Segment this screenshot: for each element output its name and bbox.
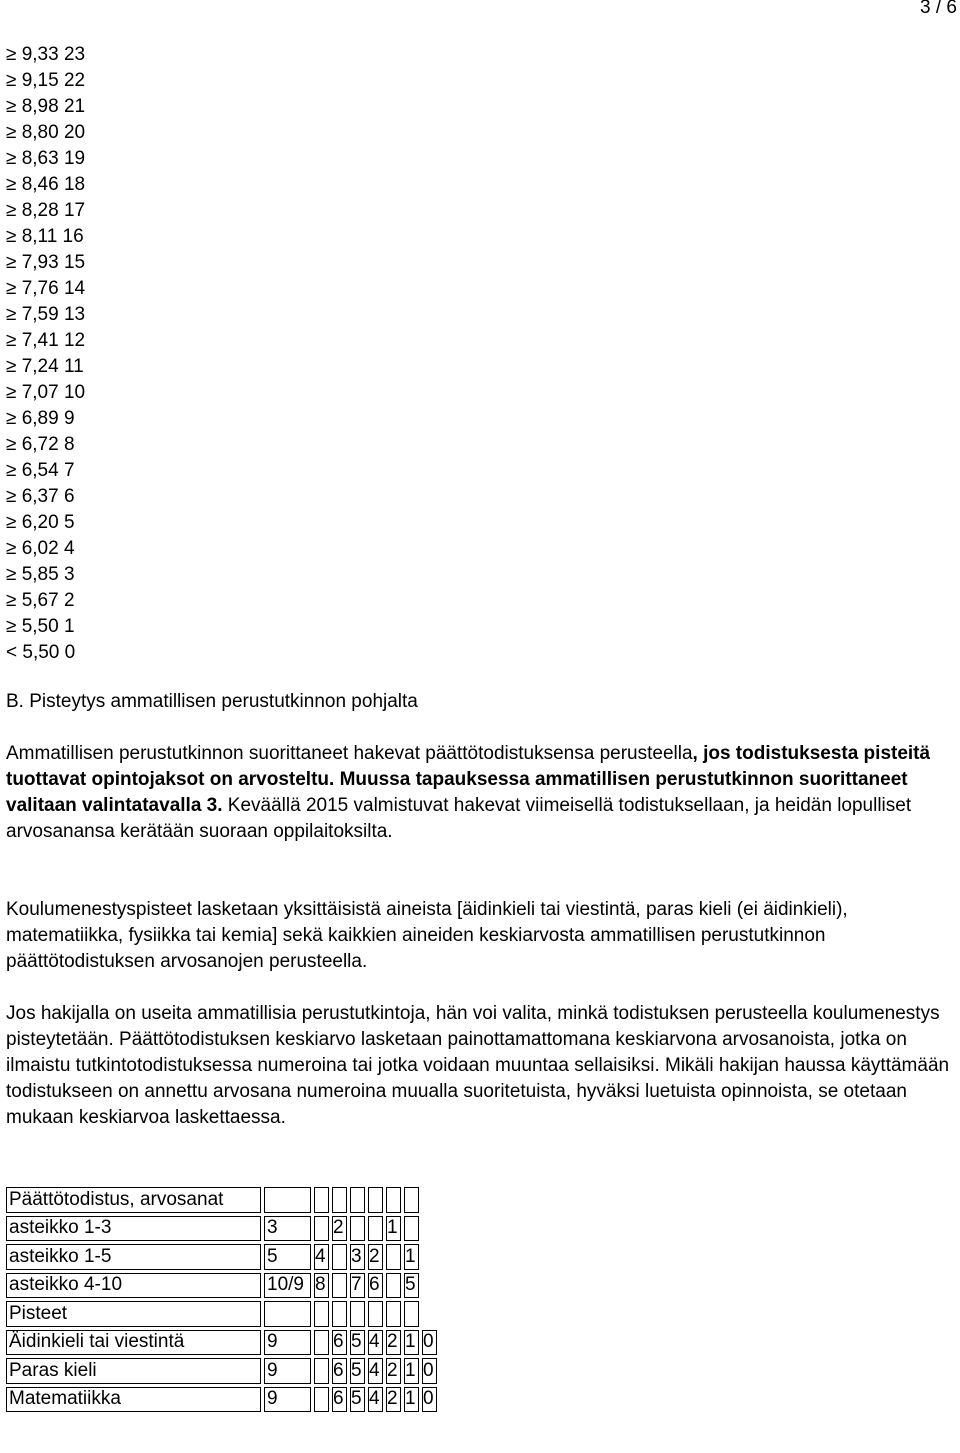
table-cell: 2 — [386, 1387, 401, 1413]
row-label: asteikko 1-5 — [6, 1244, 261, 1270]
threshold-list — [6, 42, 85, 666]
table-cell — [386, 1273, 401, 1299]
table-cell — [314, 1301, 329, 1327]
table-cell: 1 — [404, 1330, 419, 1356]
table-cell: 0 — [422, 1358, 437, 1384]
table-cell: 8 — [314, 1273, 329, 1299]
page-number: 3 / 6 — [920, 0, 957, 18]
table-cell: 10/9 — [264, 1273, 311, 1299]
paragraph-multiple-degrees: Jos hakijalla on useita ammatillisia perustutkintoja, hän voi valita, minkä todistuksen perusteella koulumenestys pisteytetään. Päättötodistuksen keskiarvo lasketaan painottamattomana keskiarvona arvosanoista, jotka on ilmaistu tutkintotodistuksessa numeroina tai jotka voidaan muuntaa sellaisiksi. Mikäli hakijan haussa käyttämään todistukseen on annettu arvosana numeroina muualla suoritetuista, hyväksi luetuista opinnoista, se otetaan mukaan keskiarvoa laskettaessa. — [6, 1003, 950, 1128]
threshold-item: ≥ 6,72 8 — [6, 434, 75, 455]
threshold-item: ≥ 5,85 3 — [6, 564, 75, 585]
table-cell: 6 — [368, 1273, 383, 1299]
threshold-item: ≥ 6,20 5 — [6, 512, 75, 533]
table-row — [6, 1187, 437, 1213]
para-text: Keväällä 2015 valmistuvat hakevat viimeisellä todistuksellaan, ja heidän lopulliset arvosanansa kerätään suoraan oppilaitoksilta. — [6, 795, 912, 842]
table-cell: 4 — [368, 1358, 383, 1384]
row-label: Paras kieli — [6, 1358, 261, 1384]
table-cell: 0 — [422, 1330, 437, 1356]
threshold-item: ≥ 8,46 18 — [6, 174, 86, 195]
table-row — [6, 1244, 437, 1270]
table-row — [6, 1387, 437, 1413]
table-cell — [386, 1187, 401, 1213]
table-cell — [386, 1244, 401, 1270]
table-cell: 9 — [264, 1358, 311, 1384]
table-cell — [350, 1301, 365, 1327]
table-row — [6, 1358, 437, 1384]
table-cell: 2 — [386, 1330, 401, 1356]
threshold-item: ≥ 8,28 17 — [6, 200, 86, 221]
threshold-item: ≥ 6,02 4 — [6, 538, 75, 559]
table-cell — [368, 1187, 383, 1213]
table-cell — [332, 1273, 347, 1299]
table-cell — [350, 1216, 365, 1242]
table-cell: 5 — [404, 1273, 419, 1299]
table-cell — [404, 1301, 419, 1327]
table-cell: 9 — [264, 1330, 311, 1356]
table-cell: 1 — [404, 1244, 419, 1270]
table-cell: 6 — [332, 1330, 347, 1356]
table-cell — [332, 1244, 347, 1270]
threshold-item: ≥ 9,33 23 — [6, 44, 86, 65]
section-title: B. Pisteytys ammatillisen perustutkinnon pohjalta — [6, 691, 418, 712]
row-label: asteikko 1-3 — [6, 1216, 261, 1242]
table-cell — [314, 1387, 329, 1413]
paragraph-vocational-basis — [6, 741, 956, 845]
threshold-item: ≥ 8,80 20 — [6, 122, 86, 143]
threshold-item: ≥ 8,98 21 — [6, 96, 86, 117]
table-cell: 6 — [332, 1358, 347, 1384]
threshold-item: < 5,50 0 — [6, 642, 76, 663]
table-cell — [264, 1187, 311, 1213]
row-label: Äidinkieli tai viestintä — [6, 1330, 261, 1356]
table-cell: 2 — [368, 1244, 383, 1270]
table-cell — [314, 1330, 329, 1356]
table-row — [6, 1216, 437, 1242]
threshold-item: ≥ 7,41 12 — [6, 330, 86, 351]
table-cell: 3 — [350, 1244, 365, 1270]
table-cell: 4 — [368, 1330, 383, 1356]
table-cell — [332, 1187, 347, 1213]
table-cell: 5 — [264, 1244, 311, 1270]
threshold-item: ≥ 7,07 10 — [6, 382, 86, 403]
table-cell: 3 — [264, 1216, 311, 1242]
table-row — [6, 1301, 437, 1327]
table-cell — [350, 1187, 365, 1213]
table-cell: 5 — [350, 1358, 365, 1384]
table-cell: 9 — [264, 1387, 311, 1413]
table-row — [6, 1273, 437, 1299]
table-cell — [314, 1216, 329, 1242]
row-label: Päättötodistus, arvosanat — [6, 1187, 261, 1213]
table-cell — [314, 1358, 329, 1384]
row-label: asteikko 4-10 — [6, 1273, 261, 1299]
table-cell — [368, 1301, 383, 1327]
table-cell: 7 — [350, 1273, 365, 1299]
threshold-item: ≥ 7,59 13 — [6, 304, 86, 325]
threshold-item: ≥ 5,67 2 — [6, 590, 75, 611]
threshold-item: ≥ 7,76 14 — [6, 278, 86, 299]
threshold-item: ≥ 9,15 22 — [6, 70, 86, 91]
table-cell — [404, 1187, 419, 1213]
table-cell — [368, 1216, 383, 1242]
table-cell — [332, 1301, 347, 1327]
table-cell: 1 — [404, 1387, 419, 1413]
table-row — [6, 1330, 437, 1356]
table-cell: 2 — [332, 1216, 347, 1242]
table-cell: 4 — [368, 1387, 383, 1413]
table-cell: 2 — [386, 1358, 401, 1384]
threshold-item: ≥ 7,93 15 — [6, 252, 86, 273]
table-cell: 5 — [350, 1330, 365, 1356]
table-cell — [314, 1187, 329, 1213]
threshold-item: ≥ 7,24 11 — [6, 356, 84, 377]
table-cell — [404, 1216, 419, 1242]
row-label: Matematiikka — [6, 1387, 261, 1413]
table-cell: 0 — [422, 1387, 437, 1413]
threshold-item: ≥ 6,37 6 — [6, 486, 75, 507]
table-cell: 5 — [350, 1387, 365, 1413]
para-text: Ammatillisen perustutkinnon suorittaneet hakevat päättötodistuksensa perusteella — [6, 743, 693, 764]
threshold-item: ≥ 8,11 16 — [6, 226, 84, 247]
table-cell: 1 — [386, 1216, 401, 1242]
para-bold-text: , jos todistuksesta pisteitä tuottavat opintojaksot on arvosteltu. Muussa tapauksessa ammatillisen perustutkinnon suorittaneet valitaan valintatavalla 3. — [6, 743, 931, 816]
row-label: Pisteet — [6, 1301, 261, 1327]
grade-table — [3, 1184, 440, 1415]
table-cell: 4 — [314, 1244, 329, 1270]
threshold-item: ≥ 6,89 9 — [6, 408, 75, 429]
threshold-item: ≥ 6,54 7 — [6, 460, 75, 481]
table-cell: 6 — [332, 1387, 347, 1413]
table-cell — [264, 1301, 311, 1327]
threshold-item: ≥ 8,63 19 — [6, 148, 86, 169]
paragraph-score-subjects: Koulumenestyspisteet lasketaan yksittäisistä aineista [äidinkieli tai viestintä, paras kieli (ei äidinkieli), matematiikka, fysiikka tai kemia] sekä kaikkien aineiden keskiarvosta ammatillisen perustutkinnon päättötodistuksen arvosanojen perusteella. — [6, 899, 848, 972]
table-cell: 1 — [404, 1358, 419, 1384]
threshold-item: ≥ 5,50 1 — [6, 616, 75, 637]
table-cell — [386, 1301, 401, 1327]
